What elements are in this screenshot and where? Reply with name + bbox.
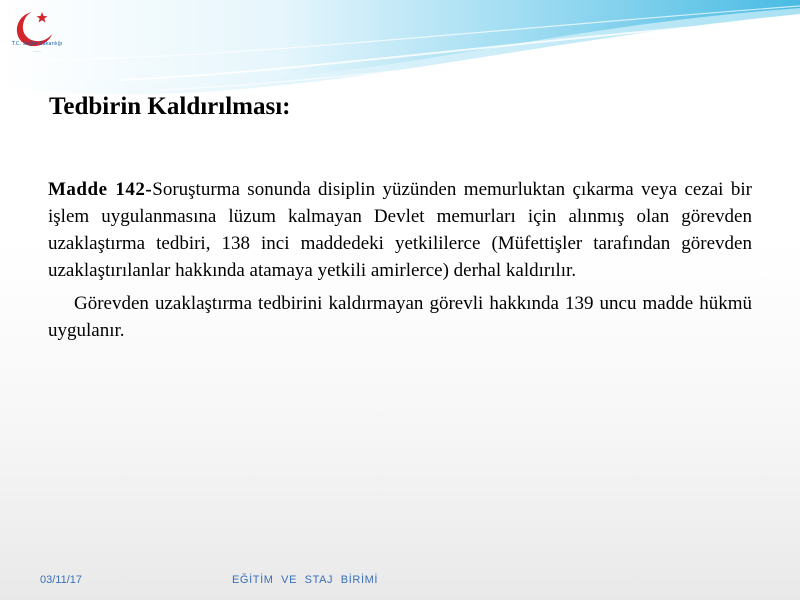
logo-subtext: ........ (33, 49, 41, 53)
paragraph-1-text: Soruşturma sonunda disiplin yüzünden memurluktan çıkarma veya cezai bir işlem uygulanmasına lüzum kalmayan Devlet memurları için alınmış olan görevden uzaklaştırma tedbiri, 138 inci maddedeki yetkililerce (Müfettişler tarafından görevden uzaklaştırılanlar hakkında atamaya yetkili amirlerce) derhal kaldırılır. (48, 179, 752, 281)
paragraph-2: Görevden uzaklaştırma tedbirini kaldırmayan görevli hakkında 139 uncu madde hükmü uygulanır. (48, 293, 752, 341)
logo-ministry-name: T.C. Sağlık Bakanlığı (11, 41, 63, 47)
slide-body (48, 176, 752, 344)
footer-date: 03/11/17 (40, 574, 83, 586)
paragraph-article-142 (48, 176, 752, 284)
slide-title: Tedbirin Kaldırılması: (49, 93, 291, 120)
footer-unit-name: EĞİTİM VE STAJ BİRİMİ (232, 574, 379, 586)
article-label: Madde 142- (48, 179, 153, 200)
ministry-crescent-star-icon (6, 4, 70, 68)
